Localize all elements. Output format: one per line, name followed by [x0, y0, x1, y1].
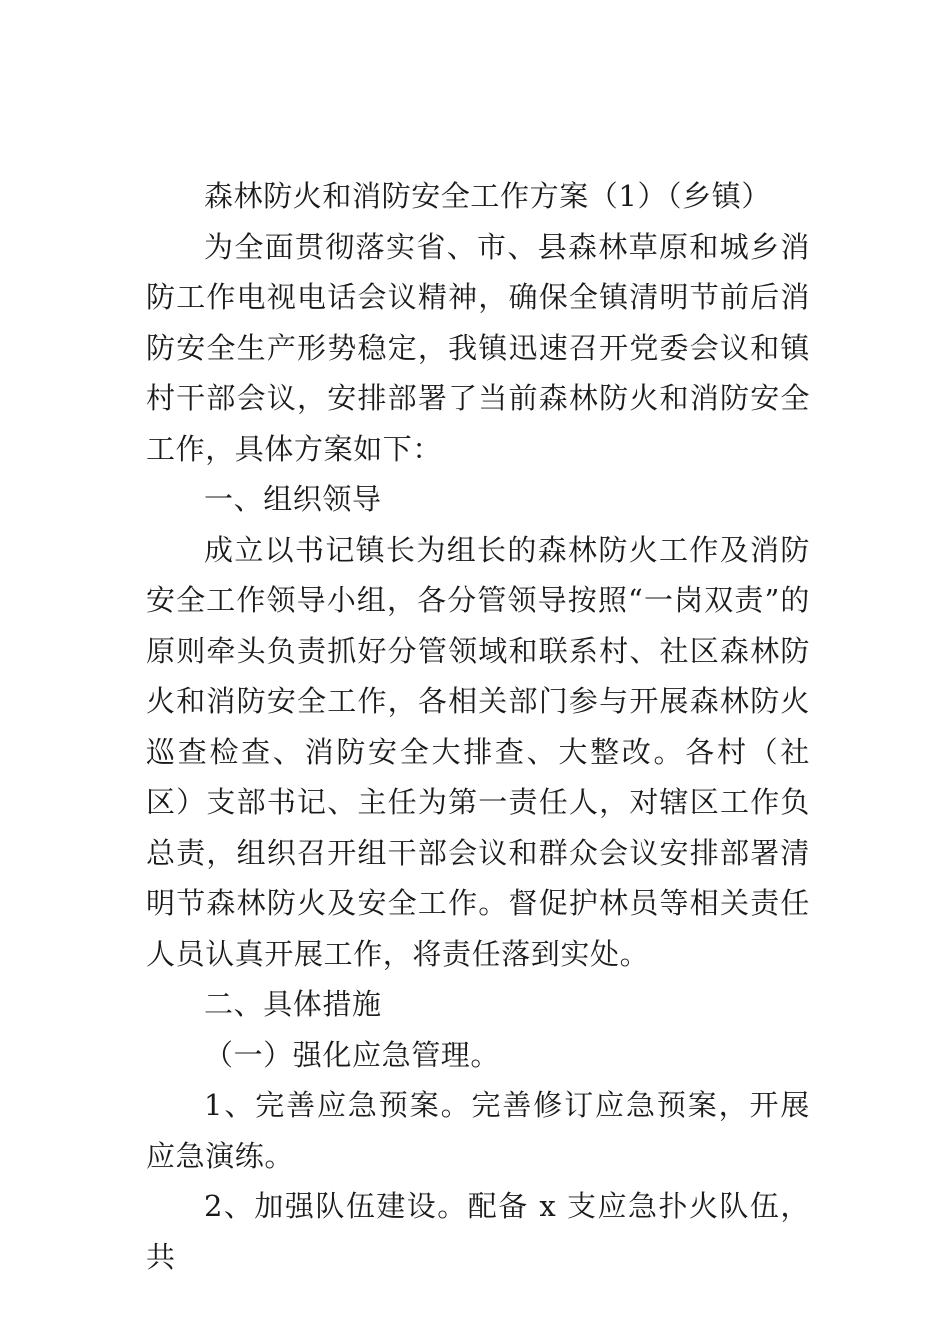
document-title: 森林防火和消防安全工作方案（1）（乡镇）	[204, 179, 771, 213]
intro-paragraph: 为全面贯彻落实省、市、县森林草原和城乡消防工作电视电话会议精神，确保全镇清明节前后消防安全生产形势稳定，我镇迅速召开党委会议和镇村干部会议，安排部署了当前森林防火和消防安全工作，具体方案如下：	[146, 229, 810, 466]
section-heading-organization: 一、组织领导	[204, 482, 382, 516]
subsection-heading-emergency: （一）强化应急管理。	[204, 1037, 501, 1072]
section-heading-measures: 二、具体措施	[204, 987, 382, 1021]
document-body	[146, 171, 810, 1282]
organization-paragraph: 成立以书记镇长为组长的森林防火工作及消防安全工作领导小组，各分管领导按照“一岗双责”的原则牵头负责抓好分管领域和联系村、社区森林防火和消防安全工作，各相关部门参与开展森林防火巡查检查、消防安全大排查、大整改。各村（社区）支部书记、主任为第一责任人，对辖区工作负总责，组织召开组干部会议和群众会议安排部署清明节森林防火及安全工作。督促护林员等相关责任人员认真开展工作，将责任落到实处。	[146, 532, 810, 971]
item-team-building: 2、加强队伍建设。配备 x 支应急扑火队伍，共	[146, 1189, 810, 1274]
item-emergency-plan: 1、完善应急预案。完善修订应急预案，开展应急演练。	[146, 1088, 810, 1173]
